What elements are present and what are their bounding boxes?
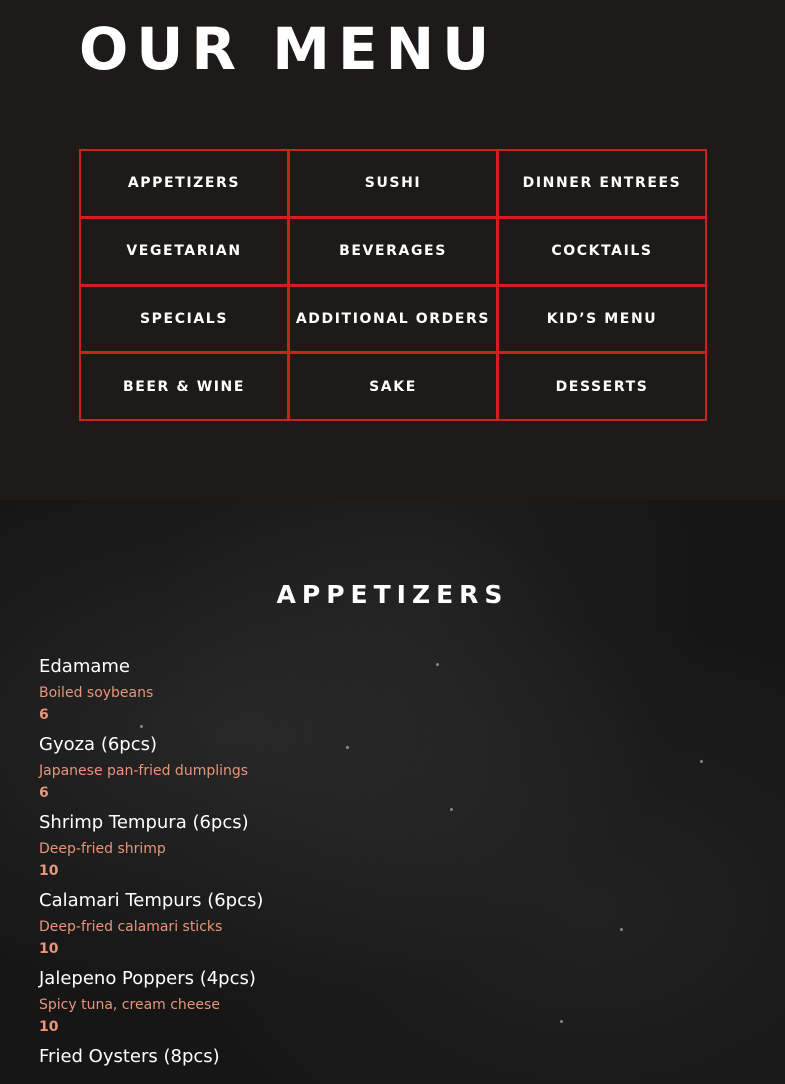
menu-item (39, 966, 739, 1044)
menu-item-name: Fried Oysters (8pcs) (39, 1046, 220, 1067)
menu-item-name: Jalepeno Poppers (4pcs) (39, 968, 256, 989)
category-sushi[interactable]: SUSHI (288, 149, 498, 218)
menu-item-description: Deep-fried shrimp (39, 841, 166, 857)
menu-item-description: Spicy tuna, cream cheese (39, 997, 220, 1013)
menu-item-price: 10 (39, 863, 59, 879)
menu-item (39, 732, 739, 810)
category-beer-wine[interactable]: BEER & WINE (79, 352, 289, 421)
menu-header-section (0, 0, 785, 500)
menu-item (39, 810, 739, 888)
menu-item-name: Edamame (39, 656, 131, 677)
category-dinner-entrees[interactable]: DINNER ENTREES (497, 149, 707, 218)
category-desserts[interactable]: DESSERTS (497, 352, 707, 421)
category-beverages[interactable]: BEVERAGES (288, 217, 498, 286)
menu-item-name: Calamari Tempurs (6pcs) (39, 890, 264, 911)
menu-item-description: Deep-fried calamari sticks (39, 919, 223, 935)
menu-item-description: Japanese pan-fried dumplings (39, 763, 249, 779)
menu-item-description (39, 1073, 739, 1084)
category-vegetarian[interactable]: VEGETARIAN (79, 217, 289, 286)
menu-item-name: Shrimp Tempura (6pcs) (39, 812, 249, 833)
category-specials[interactable]: SPECIALS (79, 285, 289, 354)
menu-item (39, 1044, 739, 1084)
menu-item (39, 654, 739, 732)
menu-item-price: 10 (39, 941, 59, 957)
category-sake[interactable]: SAKE (288, 352, 498, 421)
menu-item-price: 10 (39, 1019, 59, 1035)
menu-item-name: Gyoza (6pcs) (39, 734, 158, 755)
category-appetizers[interactable]: APPETIZERS (79, 149, 289, 218)
category-kids-menu[interactable]: KID’S MENU (497, 285, 707, 354)
menu-item-price: 6 (39, 785, 49, 801)
menu-item (39, 888, 739, 966)
page-title: OUR MENU (79, 15, 498, 83)
appetizers-section (0, 500, 785, 1084)
category-additional-orders[interactable]: ADDITIONAL ORDERS (288, 285, 498, 354)
category-grid (79, 149, 706, 420)
section-heading: APPETIZERS (276, 580, 509, 609)
menu-item-description: Boiled soybeans (39, 685, 154, 701)
category-cocktails[interactable]: COCKTAILS (497, 217, 707, 286)
menu-list (39, 654, 739, 1084)
menu-item-price: 6 (39, 707, 49, 723)
